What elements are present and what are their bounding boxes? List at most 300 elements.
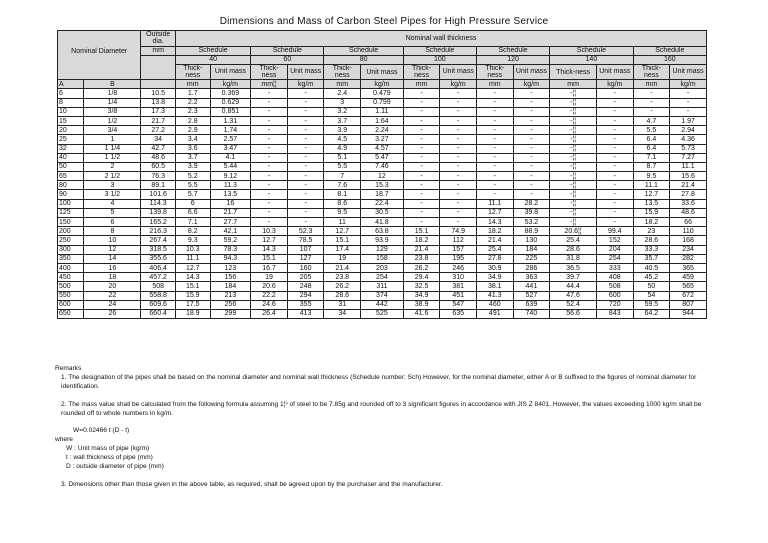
outside-dia-header: Outside dia. [141, 31, 176, 47]
table-cell: 17.4 [324, 245, 361, 254]
table-cell: - [513, 98, 550, 107]
table-cell: - [440, 208, 477, 217]
table-cell: 8.1 [324, 190, 361, 199]
table-cell: 1.74 [210, 126, 251, 135]
pipe-dimensions-table [57, 30, 707, 319]
table-cell: - [403, 153, 440, 162]
unit-kgm: kg/m [361, 80, 404, 89]
table-cell: 9.5 [633, 172, 670, 181]
table-cell: 139.8 [141, 208, 176, 217]
table-row [58, 227, 707, 236]
table-cell: 5.47 [361, 153, 404, 162]
table-cell: 15.1 [324, 236, 361, 245]
table-cell: - [440, 135, 477, 144]
table-cell: 32 [58, 144, 84, 153]
table-cell: - [287, 144, 324, 153]
table-cell: - [596, 172, 633, 181]
table-cell: 5.5 [633, 126, 670, 135]
unit-kgm: kg/m [210, 80, 251, 89]
table-cell: 13.8 [141, 98, 176, 107]
table-cell: 24 [84, 300, 141, 309]
table-cell: - [596, 190, 633, 199]
table-cell: - [596, 144, 633, 153]
table-cell: - [513, 190, 550, 199]
table-cell: - [251, 126, 288, 135]
table-cell: 53.2 [513, 218, 550, 227]
table-cell: 11.1 [633, 181, 670, 190]
table-cell: 7.1 [633, 153, 670, 162]
table-cell: 35.7 [633, 254, 670, 263]
table-cell: 0.851 [210, 107, 251, 116]
table-cell: 4.5 [324, 135, 361, 144]
table-cell: - [287, 116, 324, 125]
table-cell: 200 [58, 227, 84, 236]
table-cell: - [251, 98, 288, 107]
table-cell: 36.5 [550, 263, 597, 272]
table-cell: 282 [670, 254, 707, 263]
table-cell: 310 [440, 273, 477, 282]
table-row [58, 309, 707, 318]
table-cell: - [287, 89, 324, 98]
table-cell: - [251, 162, 288, 171]
table-cell: 63.8 [361, 227, 404, 236]
table-cell: 110 [670, 227, 707, 236]
table-cell: 39.7 [550, 273, 597, 282]
table-row [58, 218, 707, 227]
table-cell: 31 [324, 300, 361, 309]
table-cell: 15.9 [175, 291, 210, 300]
table-cell: 9.5 [324, 208, 361, 217]
table-cell: - [596, 153, 633, 162]
table-cell: 300 [58, 245, 84, 254]
table-cell: -¦¦ [550, 98, 597, 107]
table-cell: 3.9 [175, 162, 210, 171]
unit-mass-header: Unit mass [440, 64, 477, 80]
table-row [58, 190, 707, 199]
table-row [58, 116, 707, 125]
schedule-label: Schedule [550, 46, 633, 55]
table-cell: 38.9 [403, 300, 440, 309]
table-cell: 27.7 [210, 218, 251, 227]
table-cell: - [596, 199, 633, 208]
table-cell: 32.5 [403, 282, 440, 291]
table-cell: 807 [670, 300, 707, 309]
table-cell: 3.7 [324, 116, 361, 125]
table-cell: 10.5 [141, 89, 176, 98]
table-cell: - [513, 172, 550, 181]
table-cell: 33.6 [670, 199, 707, 208]
table-cell: 4.57 [361, 144, 404, 153]
table-cell: 29.4 [403, 273, 440, 282]
table-cell: 294 [287, 291, 324, 300]
table-cell: 0.479 [361, 89, 404, 98]
schedule-label: Schedule [251, 46, 324, 55]
where-label: where [55, 436, 73, 444]
table-cell: 195 [440, 254, 477, 263]
table-cell: - [287, 199, 324, 208]
table-cell: 7 [324, 172, 361, 181]
table-cell: 8 [58, 98, 84, 107]
table-cell: - [476, 107, 513, 116]
table-cell: 27.2 [141, 126, 176, 135]
table-cell: 160 [287, 263, 324, 272]
table-cell: - [476, 162, 513, 171]
table-cell: - [476, 181, 513, 190]
table-cell: 54 [633, 291, 670, 300]
table-cell: -¦¦ [550, 89, 597, 98]
table-cell: 1.7 [175, 89, 210, 98]
table-cell: 5.44 [210, 162, 251, 171]
table-cell: 15.1 [251, 254, 288, 263]
table-cell: 550 [58, 291, 84, 300]
table-cell: 650 [58, 309, 84, 318]
table-cell: 2.2 [175, 98, 210, 107]
table-cell: -¦¦ [550, 116, 597, 125]
schedule-label: Schedule [175, 46, 250, 55]
table-cell: - [633, 89, 670, 98]
table-cell: 225 [513, 254, 550, 263]
table-cell: 101.6 [141, 190, 176, 199]
table-cell: 3 [84, 181, 141, 190]
schedule-number: 100 [403, 55, 476, 64]
table-cell: 14.3 [251, 245, 288, 254]
table-cell: - [633, 98, 670, 107]
table-cell: - [670, 107, 707, 116]
table-cell: 8 [84, 227, 141, 236]
table-cell: - [287, 190, 324, 199]
table-cell: 42.1 [210, 227, 251, 236]
table-cell: 10.3 [251, 227, 288, 236]
unit-mm: mm [403, 80, 440, 89]
table-cell: 254 [361, 273, 404, 282]
table-row [58, 162, 707, 171]
table-cell: 123 [210, 263, 251, 272]
table-cell: - [251, 144, 288, 153]
table-cell: - [403, 162, 440, 171]
table-row [58, 208, 707, 217]
table-cell: 3/4 [84, 126, 141, 135]
table-row [58, 199, 707, 208]
table-cell: - [251, 181, 288, 190]
table-cell: - [251, 218, 288, 227]
table-cell: - [513, 153, 550, 162]
table-cell: - [440, 107, 477, 116]
table-cell: 441 [513, 282, 550, 291]
table-cell: - [440, 199, 477, 208]
table-cell: 15.6 [670, 172, 707, 181]
table-cell: 18.2 [403, 236, 440, 245]
table-cell: - [251, 107, 288, 116]
table-cell: 34.9 [476, 273, 513, 282]
table-cell: 2.9 [175, 126, 210, 135]
table-cell: 0.629 [210, 98, 251, 107]
table-cell: 80 [58, 181, 84, 190]
table-cell: 50 [633, 282, 670, 291]
table-cell: 635 [440, 309, 477, 318]
table-cell: 18.2 [633, 218, 670, 227]
table-cell: 48.6 [141, 153, 176, 162]
table-row [58, 172, 707, 181]
table-cell: - [287, 107, 324, 116]
table-cell: 213 [210, 291, 251, 300]
table-row [58, 144, 707, 153]
table-cell: 6.4 [633, 144, 670, 153]
table-cell: 400 [58, 263, 84, 272]
table-cell: 15.1 [403, 227, 440, 236]
schedule-number: 140 [550, 55, 633, 64]
table-cell: - [513, 107, 550, 116]
table-cell: 21.4 [476, 236, 513, 245]
table-cell: 41.8 [361, 218, 404, 227]
table-cell: 4.1 [210, 153, 251, 162]
table-cell: - [476, 172, 513, 181]
table-cell: 23.8 [403, 254, 440, 263]
table-cell: 52.4 [550, 300, 597, 309]
table-cell: 22.2 [251, 291, 288, 300]
table-cell: 374 [361, 291, 404, 300]
table-cell: 350 [58, 254, 84, 263]
table-cell: 205 [287, 273, 324, 282]
table-cell: 4.7 [633, 116, 670, 125]
table-cell: 234 [670, 245, 707, 254]
table-cell: 944 [670, 309, 707, 318]
table-cell: 286 [513, 263, 550, 272]
table-row [58, 300, 707, 309]
thickness-header: Thick-ness [403, 64, 440, 80]
table-cell: 15 [58, 116, 84, 125]
table-cell: 250 [58, 236, 84, 245]
table-cell: 78.5 [287, 236, 324, 245]
table-cell: - [403, 98, 440, 107]
unit-mass-header: Unit mass [361, 64, 404, 80]
table-cell: - [596, 98, 633, 107]
table-cell: 355 [287, 300, 324, 309]
table-cell: 1.11 [361, 107, 404, 116]
table-cell: 78.3 [210, 245, 251, 254]
table-cell: 9.12 [210, 172, 251, 181]
table-cell: 500 [58, 282, 84, 291]
table-cell: 11.3 [210, 181, 251, 190]
table-cell: 25.4 [550, 236, 597, 245]
table-cell: 248 [287, 282, 324, 291]
table-cell: 8.7 [633, 162, 670, 171]
table-cell: - [251, 190, 288, 199]
table-cell: - [513, 162, 550, 171]
schedule-number: 120 [476, 55, 549, 64]
table-cell: 130 [513, 236, 550, 245]
table-cell: 1.64 [361, 116, 404, 125]
table-cell: 14.3 [476, 218, 513, 227]
table-cell: 5 [84, 208, 141, 217]
table-cell: 256 [210, 300, 251, 309]
table-cell: 408 [596, 273, 633, 282]
table-cell: - [440, 181, 477, 190]
table-cell: 20 [58, 126, 84, 135]
table-cell: - [476, 153, 513, 162]
table-cell: 7.46 [361, 162, 404, 171]
table-cell: 21.4 [324, 263, 361, 272]
table-row [58, 245, 707, 254]
table-cell: - [403, 89, 440, 98]
schedule-number: 40 [175, 55, 250, 64]
table-cell: 7.6 [324, 181, 361, 190]
unit-mass-header: Unit mass [210, 64, 251, 80]
table-cell: 843 [596, 309, 633, 318]
table-cell: 17.5 [175, 300, 210, 309]
table-cell: 740 [513, 309, 550, 318]
table-cell: 8.6 [324, 199, 361, 208]
unit-mass-header: Unit mass [596, 64, 633, 80]
table-cell: 2.57 [210, 135, 251, 144]
table-cell: - [596, 208, 633, 217]
note-3: 3. Dimensions other than those given in the above table, as required, shall be agreed upon by the purchaser and the manufacturer. [61, 480, 443, 488]
table-cell: 99.4 [596, 227, 633, 236]
table-cell: 21.7 [141, 116, 176, 125]
table-cell: - [670, 89, 707, 98]
table-cell: 26.2 [403, 263, 440, 272]
table-cell: 600 [596, 291, 633, 300]
table-cell: - [476, 116, 513, 125]
table-cell: 20 [84, 282, 141, 291]
table-cell: - [287, 172, 324, 181]
table-cell: - [403, 107, 440, 116]
table-cell: 26.2 [324, 282, 361, 291]
table-cell: 12 [361, 172, 404, 181]
table-cell: 1.97 [670, 116, 707, 125]
table-cell: 93.9 [361, 236, 404, 245]
table-cell: - [440, 116, 477, 125]
table-cell: - [287, 153, 324, 162]
table-cell: -¦¦ [550, 144, 597, 153]
table-cell: - [403, 116, 440, 125]
table-cell: -¦¦ [550, 126, 597, 135]
unit-mm: mm [633, 80, 670, 89]
table-cell: 381 [440, 282, 477, 291]
table-cell: 204 [596, 245, 633, 254]
table-cell: 88.9 [513, 227, 550, 236]
thickness-header: Thick-ness [324, 64, 361, 80]
table-cell: 12 [84, 245, 141, 254]
table-cell: -¦¦ [550, 172, 597, 181]
table-cell: 34 [324, 309, 361, 318]
unit-mass-header: Unit mass [287, 64, 324, 80]
nominal-wall-header: Nominal wall thickness [175, 31, 706, 47]
table-cell: 2.24 [361, 126, 404, 135]
variable-d: D : outside diameter of pipe (mm) [66, 463, 164, 471]
schedule-number: 60 [251, 55, 324, 64]
unit-kgm: kg/m [596, 80, 633, 89]
table-cell: 40.5 [633, 263, 670, 272]
table-cell: 491 [476, 309, 513, 318]
table-cell: 459 [670, 273, 707, 282]
table-cell: 22 [84, 291, 141, 300]
table-cell: - [440, 144, 477, 153]
table-cell: -¦¦ [550, 135, 597, 144]
table-cell: 39.8 [513, 208, 550, 217]
table-cell: 47.6 [550, 291, 597, 300]
table-cell: 24.6 [251, 300, 288, 309]
table-cell: - [440, 89, 477, 98]
table-cell: 460 [476, 300, 513, 309]
thickness-header: Thick-ness [251, 64, 288, 80]
table-cell: - [476, 144, 513, 153]
table-cell: 8.2 [175, 227, 210, 236]
unit-kgm: kg/m [440, 80, 477, 89]
table-cell: 27.8 [476, 254, 513, 263]
table-cell: - [403, 208, 440, 217]
table-cell: 203 [361, 263, 404, 272]
table-cell: 21.4 [403, 245, 440, 254]
table-cell: 1 1/2 [84, 153, 141, 162]
variable-t: t : wall thickness of pipe (mm) [66, 454, 153, 462]
table-cell: 5.73 [670, 144, 707, 153]
table-cell: 66 [670, 218, 707, 227]
table-cell: 127 [287, 254, 324, 263]
table-cell: 451 [440, 291, 477, 300]
table-cell: 2 [84, 162, 141, 171]
table-cell: 318.5 [141, 245, 176, 254]
table-cell: 12.7 [251, 236, 288, 245]
table-row [58, 263, 707, 272]
table-cell: 311 [361, 282, 404, 291]
table-cell: 6.6 [175, 208, 210, 217]
table-row [58, 135, 707, 144]
table-cell: - [596, 135, 633, 144]
table-cell: 156 [210, 273, 251, 282]
table-cell: 64.2 [633, 309, 670, 318]
table-cell: 508 [141, 282, 176, 291]
thickness-header: Thick-ness [633, 64, 670, 80]
table-cell: 33.3 [633, 245, 670, 254]
table-cell: 6 [175, 199, 210, 208]
table-cell: 48.6 [670, 208, 707, 217]
table-cell: 52.3 [287, 227, 324, 236]
thickness-header: Thick-ness [476, 64, 513, 80]
table-cell: 3 [324, 98, 361, 107]
table-cell: 50 [58, 162, 84, 171]
table-cell: 7.27 [670, 153, 707, 162]
table-cell: 406.4 [141, 263, 176, 272]
table-cell: 168 [670, 236, 707, 245]
unit-mass-header: Unit mass [513, 64, 550, 80]
remarks-section [55, 365, 715, 490]
table-cell: 100 [58, 199, 84, 208]
table-cell: 355.6 [141, 254, 176, 263]
table-cell: 6 [84, 218, 141, 227]
table-cell: 28.6 [550, 245, 597, 254]
unit-kgm: kg/m [670, 80, 707, 89]
table-cell: -¦¦ [550, 153, 597, 162]
table-cell: 18 [84, 273, 141, 282]
table-cell: - [596, 116, 633, 125]
table-cell: 56.6 [550, 309, 597, 318]
table-cell: 558.8 [141, 291, 176, 300]
table-cell: - [251, 172, 288, 181]
table-cell: - [403, 126, 440, 135]
table-cell: 11.1 [670, 162, 707, 171]
table-cell: 5.5 [175, 181, 210, 190]
table-cell: 365 [670, 263, 707, 272]
table-cell: 25 [58, 135, 84, 144]
table-cell: - [440, 190, 477, 199]
table-cell: 41.3 [476, 291, 513, 300]
table-cell: 112 [440, 236, 477, 245]
table-cell: - [287, 126, 324, 135]
table-cell: 9.3 [175, 236, 210, 245]
thickness-header: Thick-ness [175, 64, 210, 80]
table-cell: 15.3 [361, 181, 404, 190]
table-cell: - [251, 199, 288, 208]
